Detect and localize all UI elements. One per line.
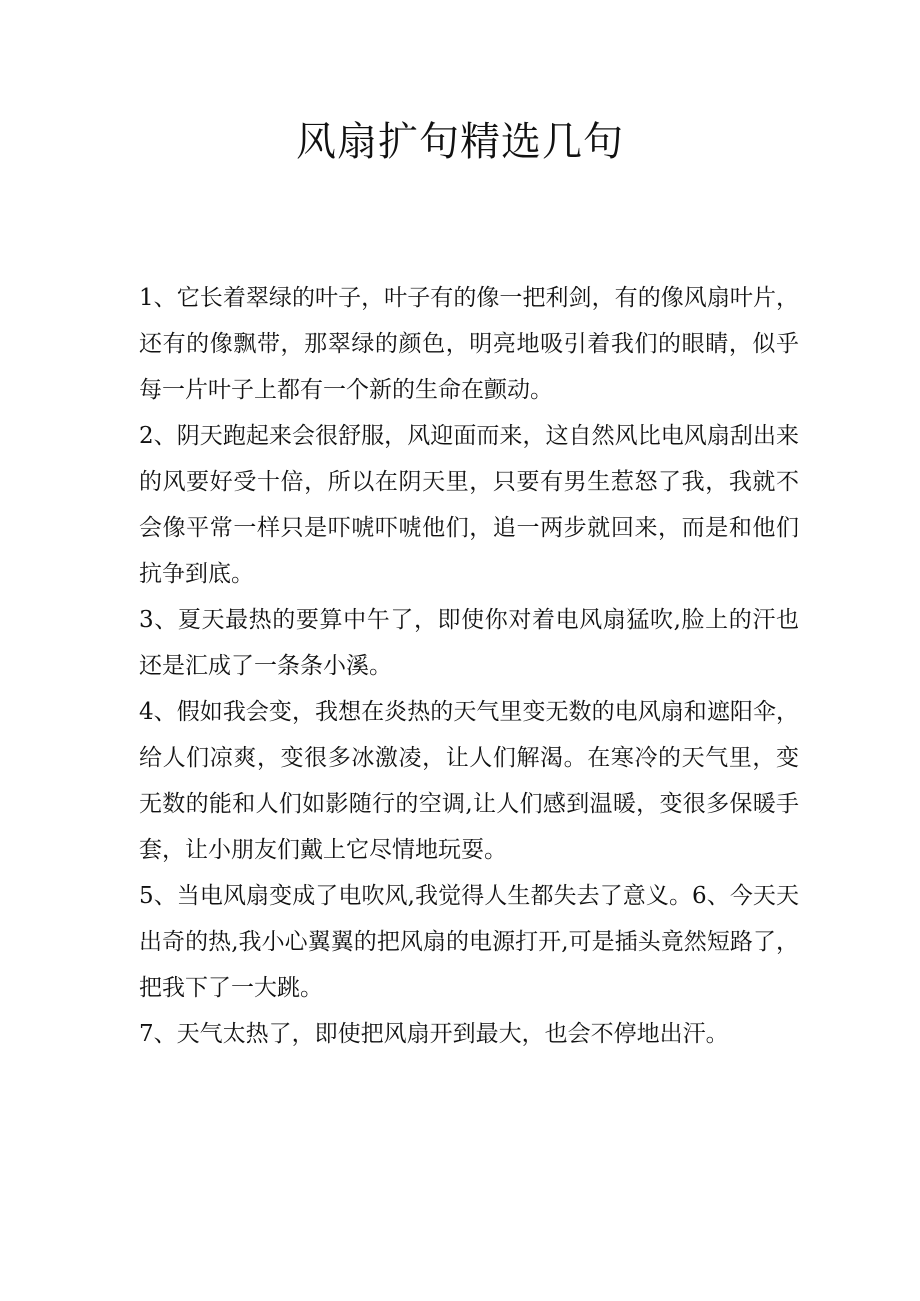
paragraph-5: 5、当电风扇变成了电吹风,我觉得人生都失去了意义。6、今天天出奇的热,我小心翼翼的把风扇的电源打开,可是插头竟然短路了，把我下了一大跳。	[139, 883, 799, 1001]
page-title: 风扇扩句精选几句	[296, 119, 624, 165]
paragraph-1: 1、它长着翠绿的叶子，叶子有的像一把利剑，有的像风扇叶片，还有的像飘带，那翠绿的颜色，明亮地吸引着我们的眼睛，似乎每一片叶子上都有一个新的生命在颤动。	[139, 285, 799, 403]
paragraph-2: 2、阴天跑起来会很舒服，风迎面而来，这自然风比电风扇刮出来的风要好受十倍，所以在阴天里，只要有男生惹怒了我，我就不会像平常一样只是吓唬吓唬他们，追一两步就回来，而是和他们抗争到底。	[139, 423, 799, 587]
document-body	[139, 275, 799, 1057]
paragraph-3: 3、夏天最热的要算中午了，即使你对着电风扇猛吹,脸上的汗也还是汇成了一条条小溪。	[139, 607, 799, 679]
paragraph-6: 7、天气太热了，即使把风扇开到最大，也会不停地出汗。	[139, 1021, 729, 1047]
paragraph-4: 4、假如我会变，我想在炎热的天气里变无数的电风扇和遮阳伞，给人们凉爽，变很多冰激凌，让人们解渴。在寒冷的天气里，变无数的能和人们如影随行的空调,让人们感到温暖，变很多保暖手套，让小朋友们戴上它尽情地玩耍。	[139, 699, 799, 863]
